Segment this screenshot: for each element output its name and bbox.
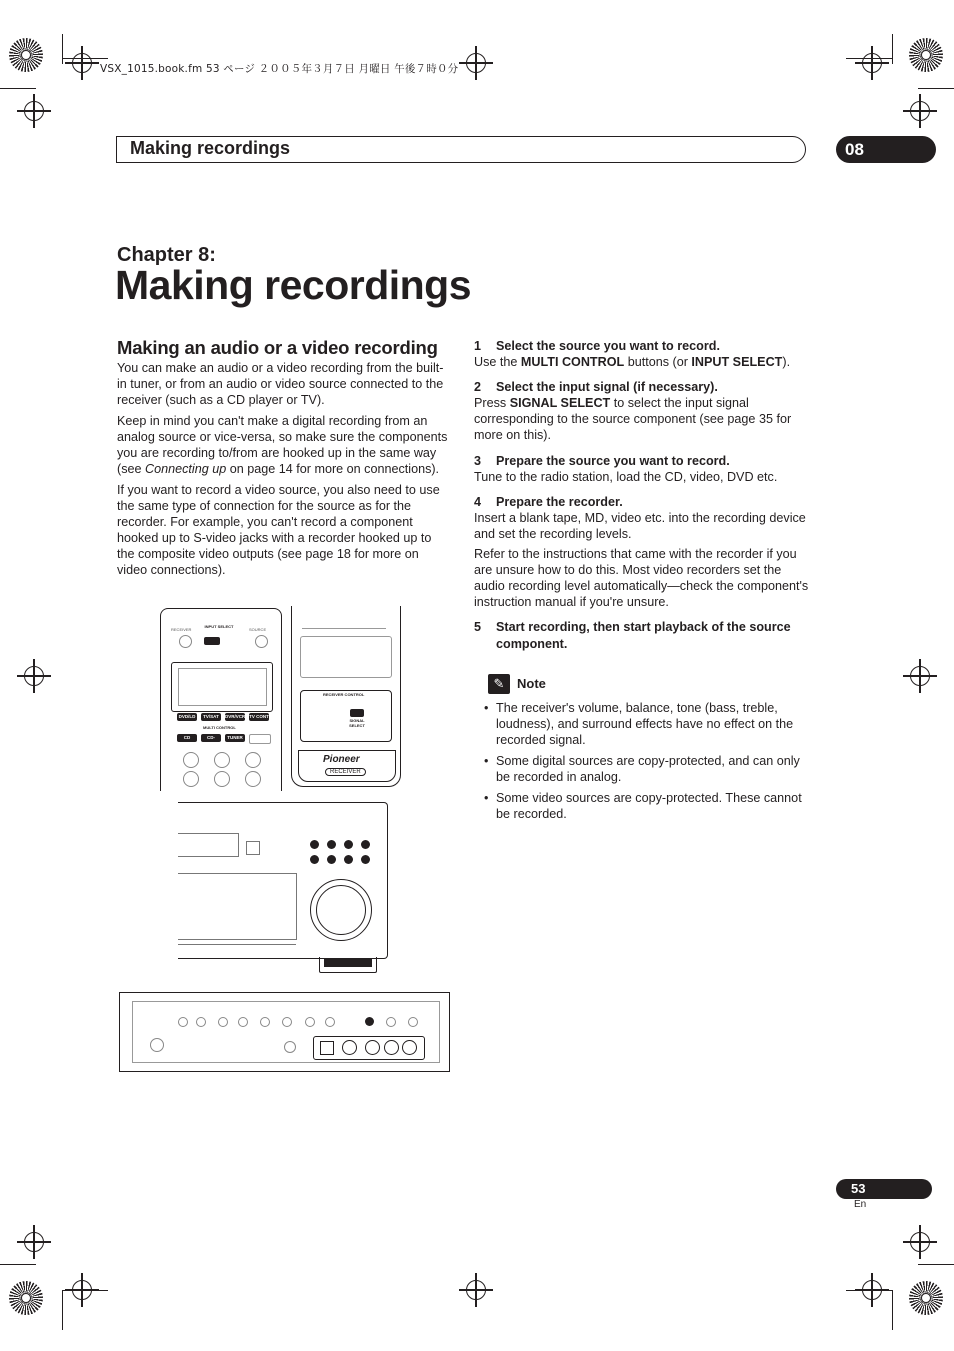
note-header: ✎ Note: [488, 674, 810, 694]
intro-text: [117, 360, 452, 583]
receiver-button: [249, 734, 271, 744]
print-header: VSX_1015.book.fm 53 ページ ２００５年３月７日 月曜日 午後７時０分: [100, 63, 459, 75]
input-select-label: INPUT SELECT: [204, 624, 234, 629]
note-list: [474, 700, 810, 823]
source-power-icon: [255, 635, 268, 648]
number-key-5: [214, 771, 230, 787]
cd-button: CD: [177, 734, 197, 742]
registration-starburst-bottom-left: [9, 1281, 43, 1315]
registration-starburst-top-left: [9, 38, 43, 72]
registration-starburst-top-right: [909, 38, 943, 72]
note-item: • The receiver's volume, balance, tone (bass, treble, loudness), and surround effects have no effect on the recorded signal.: [496, 700, 810, 748]
note-item: • Some video sources are copy-protected. These cannot be recorded.: [496, 790, 810, 822]
receiver-power-icon: [179, 635, 192, 648]
page-title: Making recordings: [115, 262, 472, 308]
receiver-front-panel: [178, 802, 388, 959]
receiver-foot: [319, 957, 377, 973]
tuner-button: TUNER: [225, 734, 245, 742]
running-header-title: Making recordings: [130, 138, 291, 158]
number-key-2: [214, 752, 230, 768]
step-4: 4 Prepare the recorder. Insert a blank tape, MD, video etc. into the recording device and set the recording levels. Refer to the instructions that came with the recorder if you are unsure how to do this. Most video recorders set the audio recording level automatically—check the component's instruction manual if you're unsure.: [474, 494, 809, 610]
receiver-control-label: RECEIVER CONTROL: [323, 692, 365, 697]
signal-select-label: SIGNAL SELECT: [349, 718, 365, 728]
step-5: 5 Start recording, then start playback of the source component.: [474, 620, 791, 651]
cross-reference-link: Connecting up: [145, 462, 227, 477]
number-key-3: [245, 752, 261, 768]
multi-control-label: MULTI CONTROL: [203, 725, 236, 730]
number-key-6: [245, 771, 261, 787]
rear-signal-select-indicator: [365, 1017, 374, 1026]
signal-select-button: [350, 709, 364, 717]
receiver-badge: RECEIVER: [325, 768, 366, 776]
registration-target-icon: [72, 53, 92, 73]
registration-target-icon: [24, 666, 44, 686]
tv-sat-button: TV/SAT: [201, 713, 221, 721]
remote-illustration-right: [291, 606, 401, 787]
registration-target-icon: [910, 1232, 930, 1252]
number-key-4: [183, 771, 199, 787]
page-number: 53: [836, 1179, 932, 1199]
section-heading: Making an audio or a video recording: [117, 337, 438, 358]
receiver-rear-panel: [119, 992, 450, 1072]
registration-target-icon: [910, 666, 930, 686]
dvr-vcr-button: DVR/VCR: [225, 714, 246, 719]
step-2: 2 Select the input signal (if necessary). Press SIGNAL SELECT to select the input signal corresponding to the source component (see page 35 for more on this).: [474, 380, 792, 443]
intro-paragraph: If you want to record a video source, you also need to use the same type of connection for the source as for the recorder. For example, you can't record a component hooked up to S-video jacks with a recorder hooked up to the composite video outputs (see page 18 for more on video connections).: [117, 482, 440, 578]
remote-illustration-left: [160, 608, 282, 791]
pencil-note-icon: ✎: [488, 674, 510, 694]
pioneer-logo: Pioneer: [323, 754, 360, 765]
chapter-number-tab: 08: [836, 136, 936, 163]
note-item: • Some digital sources are copy-protected, and can only be recorded in analog.: [496, 753, 810, 785]
registration-target-icon: [910, 101, 930, 121]
registration-target-icon: [72, 1280, 92, 1300]
chapter-label: Chapter 8:: [117, 244, 216, 266]
receiver-label: RECEIVER: [171, 627, 192, 632]
step-1: 1 Select the source you want to record. Use the MULTI CONTROL buttons (or INPUT SELECT).: [474, 339, 791, 370]
steps-column: [474, 338, 810, 827]
input-select-button: [204, 637, 220, 645]
source-label: SOURCE: [249, 627, 267, 632]
cd-r-tape-button: CD-R/TAPE: [202, 735, 220, 748]
intro-paragraph: Keep in mind you can't make a digital recording from an analog source or vice-versa, so make sure the components you are recording to/from are hooked up in the same way (see Connecting up on page 14 for more on connections).: [117, 413, 448, 477]
registration-target-icon: [24, 1232, 44, 1252]
lcd-display: [171, 662, 273, 712]
registration-target-icon: [466, 1280, 486, 1300]
step-3: 3 Prepare the source you want to record. Tune to the radio station, load the CD, video, DVD etc.: [474, 453, 778, 484]
master-volume-knob: [310, 879, 372, 941]
dvd-ld-button: DVD/LD: [178, 714, 196, 719]
receiver-control-panel: [300, 690, 392, 742]
language-code: En: [854, 1199, 867, 1210]
registration-target-icon: [862, 1280, 882, 1300]
registration-starburst-bottom-right: [909, 1281, 943, 1315]
registration-target-icon: [862, 53, 882, 73]
tv-cont-button: TV CONT: [249, 714, 269, 719]
registration-target-icon: [24, 101, 44, 121]
registration-target-icon: [466, 53, 486, 73]
number-key-1: [183, 752, 199, 768]
intro-paragraph: You can make an audio or a video recording from the built-in tuner, or from an audio or video source connected to the receiver (such as a CD player or TV).: [117, 361, 444, 408]
remote-bottom-badge: [298, 750, 396, 782]
